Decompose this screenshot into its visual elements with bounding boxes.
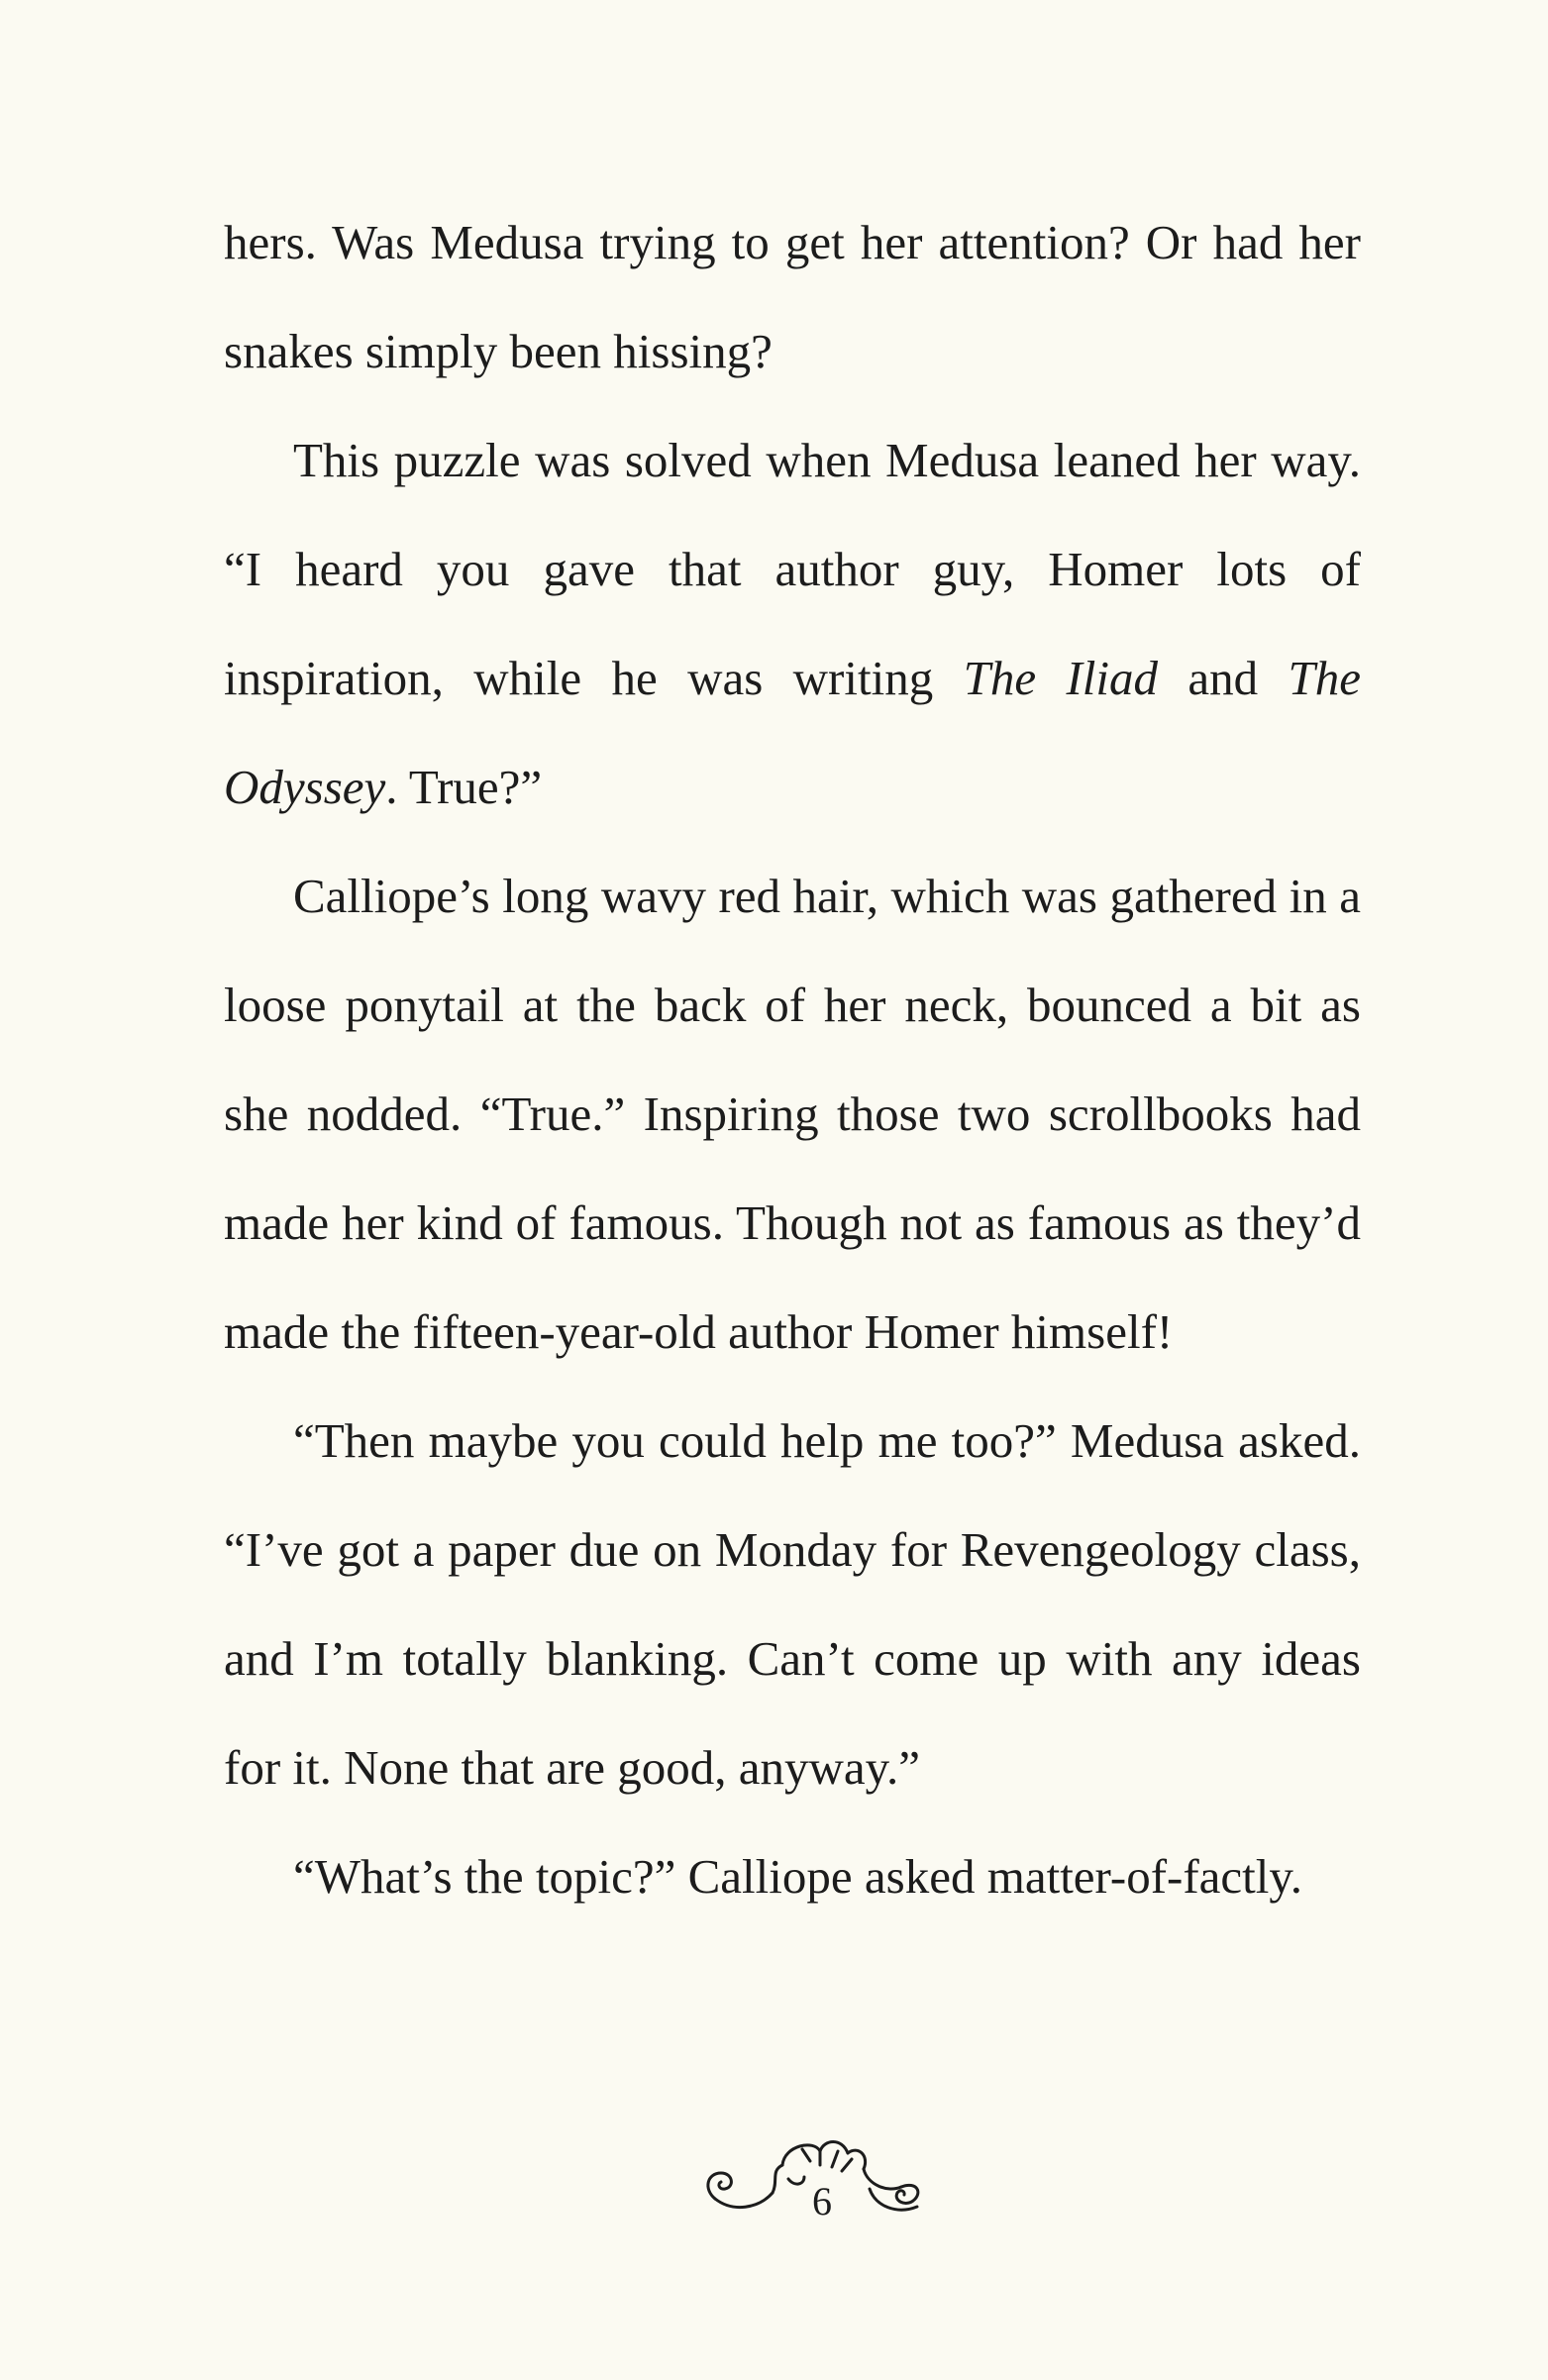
page-number: 6 (812, 2179, 832, 2224)
paragraph-text: hers. Was Medusa trying to get her attention? Or had her snakes simply been hissing? (224, 215, 1361, 378)
paragraph-text: . True?” (385, 760, 543, 814)
italic-title-text: The Odyssey (224, 651, 1361, 814)
paragraph (224, 842, 1361, 1387)
paragraph (224, 188, 1361, 406)
italic-title-text: The Iliad (963, 651, 1158, 705)
paragraph-text: This puzzle was solved when Medusa leaned her way. “I heard you gave that author guy, Homer lots of inspiration, while he was writing (224, 433, 1361, 705)
paragraph-text: “Then maybe you could help me too?” Medusa asked. “I’ve got a paper due on Monday for Revengeology class, and I’m totally blanking. Can’t come up with any ideas for it. None that are good, anyway.” (224, 1413, 1361, 1795)
body-text (224, 188, 1361, 1931)
paragraph-text: and (1158, 651, 1289, 705)
paragraph-text: “What’s the topic?” Calliope asked matter-of-factly. (293, 1849, 1302, 1904)
paragraph-text: Calliope’s long wavy red hair, which was gathered in a loose ponytail at the back of her neck, bounced a bit as she nodded. “True.” Inspiring those two scrollbooks had made her kind of famous. Though not as famous as they’d made the fifteen-year-old author Homer himself! (224, 869, 1361, 1359)
paragraph (224, 1822, 1361, 1931)
paragraph (224, 1387, 1361, 1822)
paragraph (224, 406, 1361, 842)
